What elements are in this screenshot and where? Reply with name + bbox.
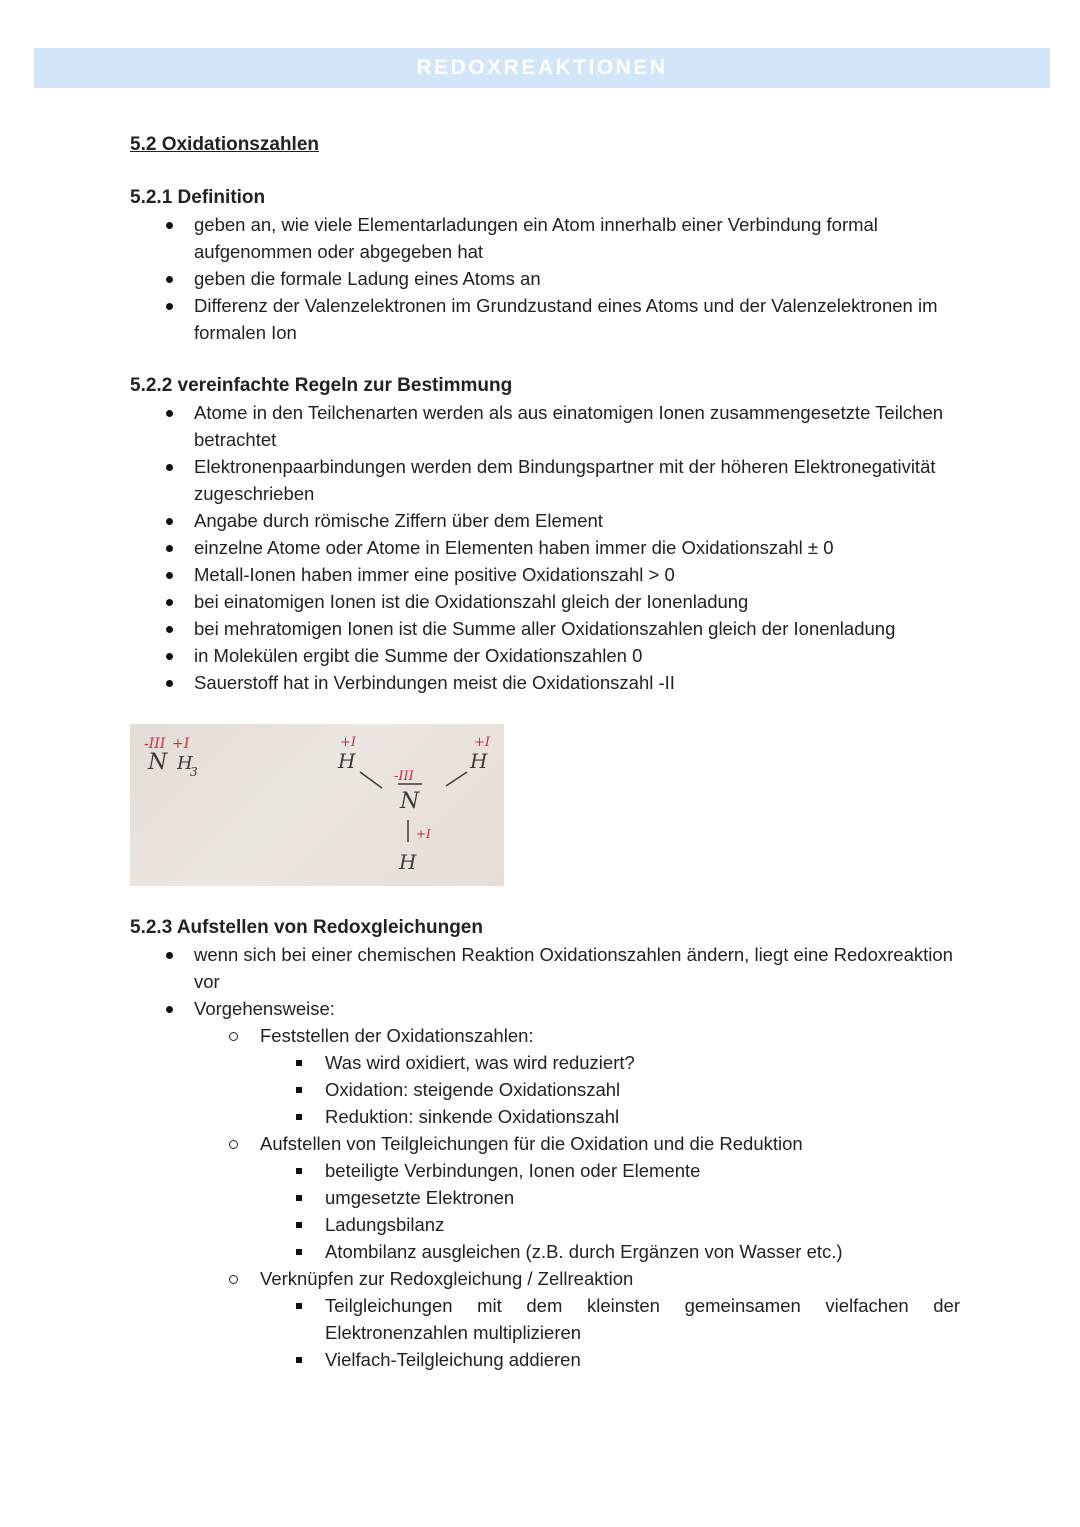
step-label: Verknüpfen zur Redoxgleichung / Zellreaktion	[260, 1268, 634, 1289]
ammonia-sketch	[130, 724, 504, 886]
structure-n: N	[400, 789, 420, 814]
definition-heading: 5.2.1 Definition	[130, 187, 266, 208]
procedure-label: Vorgehensweise:	[194, 998, 335, 1019]
substep-item: Oxidation: steigende Oxidationszahl	[130, 1076, 960, 1103]
formula-h: H	[177, 753, 193, 774]
structure-n-ox: -III	[394, 769, 414, 784]
formula-n: N	[148, 750, 168, 775]
substep-item: Ladungsbilanz	[130, 1211, 960, 1238]
redox-heading: 5.2.3 Aufstellen von Redoxgleichungen	[130, 917, 483, 938]
step-substeps	[260, 1157, 960, 1265]
bond-left	[360, 772, 382, 788]
step-item	[130, 1130, 960, 1265]
ammonia-oxidation-photo	[130, 724, 504, 886]
rules-list	[130, 399, 960, 696]
step-item	[130, 1022, 960, 1130]
substep-item: Atombilanz ausgleichen (z.B. durch Ergänzen von Wasser etc.)	[130, 1238, 960, 1265]
list-item: Metall-Ionen haben immer eine positive Oxidationszahl > 0	[130, 561, 960, 588]
step-substeps	[260, 1049, 960, 1130]
definition-list	[130, 211, 960, 346]
redox-list	[130, 941, 960, 1373]
step-substeps	[260, 1292, 960, 1373]
structure-h-left-ox: +I	[340, 735, 357, 750]
structure-h-left: H	[338, 749, 356, 773]
list-item: Elektronenpaarbindungen werden dem Bindungspartner mit der höheren Elektronegativität zugeschrieben	[130, 453, 960, 507]
list-item: geben an, wie viele Elementarladungen ein Atom innerhalb einer Verbindung formal aufgenommen oder abgegeben hat	[130, 211, 960, 265]
list-item: in Molekülen ergibt die Summe der Oxidationszahlen 0	[130, 642, 960, 669]
substep-item: Reduktion: sinkende Oxidationszahl	[130, 1103, 960, 1130]
list-item: Atome in den Teilchenarten werden als aus einatomigen Ionen zusammengesetzte Teilchen betrachtet	[130, 399, 960, 453]
structure-h-right-ox: +I	[474, 735, 491, 750]
substep-item: beteiligte Verbindungen, Ionen oder Elemente	[130, 1157, 960, 1184]
formula-h-ox: +I	[172, 736, 190, 752]
header-title: REDOXREAKTIONEN	[416, 56, 668, 79]
structure-h-bottom: H	[399, 850, 417, 874]
substep-item: Was wird oxidiert, was wird reduziert?	[130, 1049, 960, 1076]
bond-right	[446, 772, 467, 786]
formula-n-ox: -III	[144, 736, 166, 752]
structure-h-bottom-ox: +I	[416, 827, 431, 841]
list-item: einzelne Atome oder Atome in Elementen haben immer die Oxidationszahl ± 0	[130, 534, 960, 561]
substep-item: Teilgleichungen mit dem kleinsten gemeinsamen vielfachen der Elektronenzahlen multiplizieren	[130, 1292, 960, 1346]
list-item: bei einatomigen Ionen ist die Oxidationszahl gleich der Ionenladung	[130, 588, 960, 615]
rules-heading: 5.2.2 vereinfachte Regeln zur Bestimmung	[130, 375, 513, 396]
formula-subscript: 3	[190, 765, 198, 779]
section-title: 5.2 Oxidationszahlen	[130, 134, 319, 155]
list-item: wenn sich bei einer chemischen Reaktion Oxidationszahlen ändern, liegt eine Redoxreaktion vor	[130, 941, 960, 995]
list-item: Differenz der Valenzelektronen im Grundzustand eines Atoms und der Valenzelektronen im formalen Ion	[130, 292, 960, 346]
list-item	[130, 995, 960, 1373]
structure-h-right: H	[470, 749, 488, 773]
step-item	[130, 1265, 960, 1373]
substep-item: Vielfach-Teilgleichung addieren	[130, 1346, 960, 1373]
list-item: geben die formale Ladung eines Atoms an	[130, 265, 960, 292]
list-item: bei mehratomigen Ionen ist die Summe aller Oxidationszahlen gleich der Ionenladung	[130, 615, 960, 642]
header-bar	[34, 48, 1050, 88]
step-label: Aufstellen von Teilgleichungen für die Oxidation und die Reduktion	[260, 1133, 803, 1154]
page-content	[130, 130, 960, 1373]
list-item: Sauerstoff hat in Verbindungen meist die Oxidationszahl -II	[130, 669, 960, 696]
substep-item: umgesetzte Elektronen	[130, 1184, 960, 1211]
step-label: Feststellen der Oxidationszahlen:	[260, 1025, 534, 1046]
procedure-steps	[194, 1022, 960, 1373]
list-item: Angabe durch römische Ziffern über dem Element	[130, 507, 960, 534]
